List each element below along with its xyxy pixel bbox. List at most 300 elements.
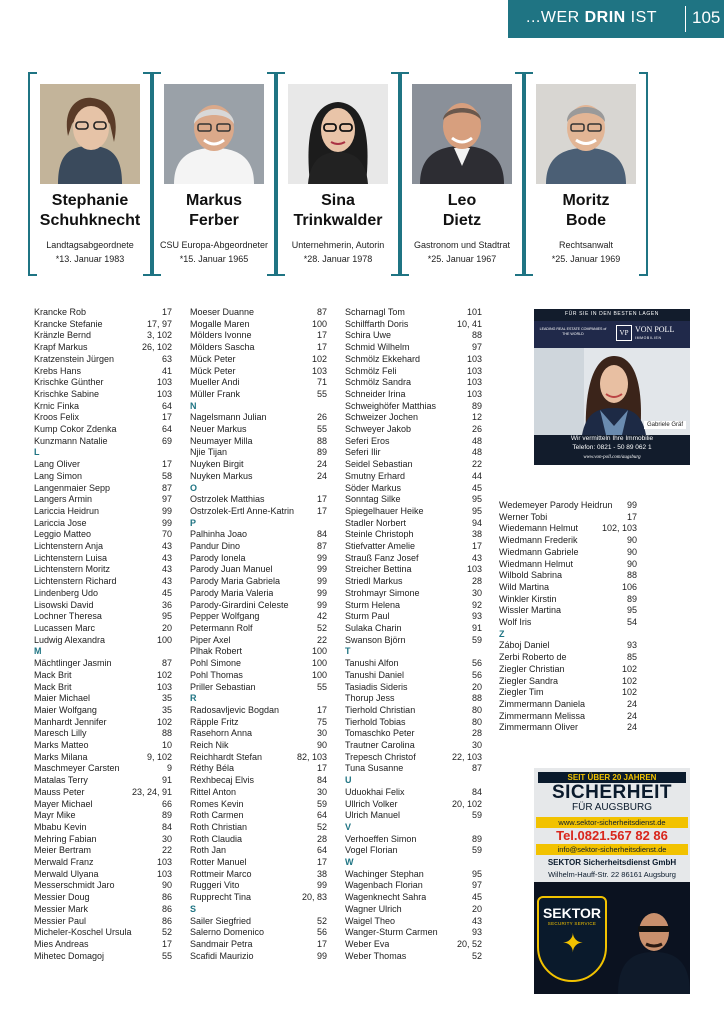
- entry-pages: 52: [316, 821, 327, 832]
- entry-pages: 17: [161, 459, 172, 470]
- entry-pages: 52: [161, 927, 172, 938]
- entry-pages: 22: [161, 845, 172, 856]
- entry-name: Lichtenstern Moritz: [34, 564, 111, 575]
- entry-pages: 20: [471, 903, 482, 914]
- index-entry: [34, 611, 172, 623]
- index-entry: [345, 389, 482, 401]
- entry-name: Krnic Finka: [34, 400, 80, 411]
- index-entry: [499, 570, 637, 582]
- index-entry: [190, 880, 327, 892]
- index-entry: [499, 547, 637, 559]
- index-entry: [345, 354, 482, 366]
- index-entry: [345, 682, 482, 694]
- portrait-photo: [536, 84, 636, 184]
- index-entry: [499, 535, 637, 547]
- entry-name: Rexhbecaj Elvis: [190, 775, 255, 786]
- entry-name: Sturm Paul: [345, 611, 390, 622]
- index-entry: [345, 670, 482, 682]
- index-entry: [345, 366, 482, 378]
- index-entry: [345, 483, 482, 495]
- entry-name: Lang Oliver: [34, 459, 81, 470]
- entry-pages: 103: [466, 365, 482, 376]
- entry-name: Weber Eva: [345, 938, 390, 949]
- entry-name: Krancke Rob: [34, 307, 87, 317]
- entry-pages: 43: [161, 576, 172, 587]
- ad-since-banner: SEIT ÜBER 20 JAHREN: [538, 772, 686, 783]
- index-letter-heading: R: [190, 693, 197, 704]
- entry-name: Ostrzolek Matthias: [190, 494, 265, 505]
- entry-name: Trautner Carolina: [345, 740, 415, 751]
- entry-pages: 17: [316, 342, 327, 353]
- index-entry: [34, 529, 172, 541]
- entry-pages: 55: [316, 424, 327, 435]
- entry-name: Roth Carmen: [190, 810, 244, 821]
- entry-pages: 87: [316, 307, 327, 317]
- entry-pages: 100: [311, 669, 327, 680]
- ad-address: Wilhelm-Hauff-Str. 22 86161 Augsburg: [548, 870, 676, 879]
- entry-pages: 43: [161, 541, 172, 552]
- entry-pages: 55: [316, 681, 327, 692]
- entry-pages: 12: [471, 412, 482, 423]
- index-entry: [190, 705, 327, 717]
- entry-pages: 70: [161, 529, 172, 540]
- entry-name: Uduokhai Felix: [345, 786, 405, 797]
- index-entry: [499, 605, 637, 617]
- entry-name: Roth Jan: [190, 845, 227, 856]
- entry-pages: 56: [316, 927, 327, 938]
- entry-name: Wedemeyer Parody Heidrun: [499, 500, 613, 510]
- entry-name: Wagenknecht Sahra: [345, 892, 427, 903]
- entry-name: Krebs Hans: [34, 365, 82, 376]
- entry-name: Scharnagl Tom: [345, 307, 405, 317]
- vonpoll-brand-sub: IMMOBILIEN: [635, 336, 662, 340]
- entry-pages: 17: [316, 857, 327, 868]
- entry-pages: 52: [316, 915, 327, 926]
- ad-url[interactable]: www.von-poll.com/augsburg: [583, 455, 641, 460]
- index-entry: [190, 459, 327, 471]
- entry-name: Streicher Bettina: [345, 564, 412, 575]
- entry-name: Striedl Markus: [345, 576, 403, 587]
- index-entry: [190, 541, 327, 553]
- name-index-column-2: [190, 307, 327, 962]
- entry-name: Schweyer Jakob: [345, 424, 412, 435]
- entry-name: Kroos Felix: [34, 412, 80, 423]
- entry-name: Maschmeyer Carsten: [34, 763, 120, 774]
- entry-name: Neuer Markus: [190, 424, 247, 435]
- entry-pages: 102: [156, 716, 172, 727]
- entry-pages: 80: [471, 704, 482, 715]
- entry-name: Krapf Markus: [34, 342, 88, 353]
- ad-website[interactable]: www.sektor-sicherheitsdienst.de: [536, 817, 688, 828]
- entry-pages: 20: [471, 681, 482, 692]
- title-prefix: ...WER: [526, 9, 585, 26]
- entry-pages: 99: [316, 950, 327, 961]
- index-entry: [34, 892, 172, 904]
- index-entry: [345, 927, 482, 939]
- index-entry: [190, 869, 327, 881]
- index-entry: [345, 564, 482, 576]
- entry-name: Werner Tobi: [499, 511, 548, 522]
- person-first-name: Stephanie: [51, 192, 129, 209]
- entry-name: Lochner Theresa: [34, 611, 102, 622]
- entry-name: Mück Peter: [190, 353, 236, 364]
- entry-pages: 88: [471, 330, 482, 341]
- entry-name: Záboj Daniel: [499, 640, 550, 651]
- entry-name: Roth Claudia: [190, 833, 243, 844]
- entry-name: Tanushi Daniel: [345, 669, 405, 680]
- entry-pages: 59: [471, 810, 482, 821]
- page-header: [508, 0, 724, 38]
- index-entry: [345, 600, 482, 612]
- entry-pages: 44: [471, 470, 482, 481]
- title-suffix: IST: [625, 9, 658, 26]
- person-first-name: Leo: [447, 192, 477, 209]
- entry-name: Messerschmidt Jaro: [34, 880, 115, 891]
- index-entry: [190, 529, 327, 541]
- index-entry: [34, 541, 172, 553]
- entry-pages: 99: [316, 564, 327, 575]
- entry-name: Ziegler Tim: [499, 687, 544, 698]
- entry-name: Smutny Erhard: [345, 470, 406, 481]
- entry-name: Kratzenstein Jürgen: [34, 353, 115, 364]
- entry-pages: 22: [471, 459, 482, 470]
- entry-name: Wiedmann Frederik: [499, 535, 578, 546]
- index-entry: [34, 951, 172, 963]
- index-entry: [345, 330, 482, 342]
- entry-pages: 87: [316, 541, 327, 552]
- entry-name: Lariccia Heidrun: [34, 505, 100, 516]
- entry-pages: 99: [161, 517, 172, 528]
- index-entry: [34, 483, 172, 495]
- entry-pages: 89: [626, 593, 637, 604]
- entry-pages: 102: [621, 675, 637, 686]
- entry-pages: 43: [161, 552, 172, 563]
- index-entry: [190, 740, 327, 752]
- entry-pages: 54: [626, 617, 637, 628]
- index-entry: [34, 799, 172, 811]
- entry-name: Pohl Simone: [190, 658, 242, 669]
- index-entry: [345, 658, 482, 670]
- vonpoll-real-estate-ad[interactable]: [534, 309, 690, 465]
- index-entry: [499, 640, 637, 652]
- entry-pages: 17: [316, 330, 327, 341]
- index-entry: [190, 646, 327, 658]
- index-entry: [34, 459, 172, 471]
- entry-pages: 55: [161, 950, 172, 961]
- index-entry: [34, 763, 172, 775]
- entry-name: Schweizer Jochen: [345, 412, 419, 423]
- index-entry: [190, 494, 327, 506]
- entry-pages: 84: [471, 786, 482, 797]
- sektor-badge: [537, 896, 607, 982]
- index-entry: [190, 307, 327, 319]
- entry-name: Kränzle Bernd: [34, 330, 92, 341]
- entry-name: Ziegler Christian: [499, 663, 565, 674]
- entry-pages: 52: [316, 622, 327, 633]
- entry-pages: 35: [161, 693, 172, 704]
- ad-logo-bar: [534, 321, 690, 348]
- entry-name: Marks Matteo: [34, 740, 89, 751]
- ad-headline: SICHERHEIT: [551, 782, 673, 803]
- entry-name: Mies Andreas: [34, 938, 89, 949]
- entry-name: Lisowski David: [34, 599, 94, 610]
- entry-name: Lindenberg Udo: [34, 587, 99, 598]
- index-letter-heading: O: [190, 482, 198, 493]
- index-entry: [34, 424, 172, 436]
- entry-pages: 100: [311, 646, 327, 657]
- index-entry: [345, 951, 482, 963]
- entry-pages: 103: [156, 857, 172, 868]
- entry-name: Strohmayr Simone: [345, 587, 420, 598]
- entry-name: Romes Kevin: [190, 798, 244, 809]
- index-entry: [34, 810, 172, 822]
- badge-title: SEKTOR: [542, 905, 602, 921]
- index-entry: [345, 518, 482, 530]
- person-role: Unternehmerin, Autorin: [291, 240, 385, 250]
- index-entry: [345, 799, 482, 811]
- index-entry: [34, 658, 172, 670]
- entry-pages: 20, 52: [456, 938, 482, 949]
- entry-name: Mauss Peter: [34, 786, 85, 797]
- entry-pages: 103: [466, 388, 482, 399]
- entry-pages: 100: [311, 658, 327, 669]
- index-letter-heading: W: [345, 857, 354, 868]
- entry-pages: 26: [316, 412, 327, 423]
- entry-pages: 99: [626, 500, 637, 510]
- index-entry: [499, 687, 637, 699]
- entry-pages: 100: [311, 318, 327, 329]
- entry-name: Krancke Stefanie: [34, 318, 103, 329]
- index-entry: [34, 366, 172, 378]
- entry-name: Reichhardt Stefan: [190, 751, 263, 762]
- index-entry: [345, 635, 482, 647]
- index-entry: [34, 342, 172, 354]
- entry-pages: 63: [161, 353, 172, 364]
- index-entry: [34, 635, 172, 647]
- entry-name: Strauß Fanz Josef: [345, 552, 419, 563]
- entry-name: Lichtenstern Luisa: [34, 552, 108, 563]
- index-letter-heading: N: [190, 400, 197, 411]
- entry-name: Messier Doug: [34, 892, 90, 903]
- portrait-photo: [288, 84, 388, 184]
- index-entry: [34, 471, 172, 483]
- index-entry: [34, 869, 172, 881]
- entry-pages: 24: [316, 459, 327, 470]
- entry-name: Spiegelhauer Heike: [345, 505, 424, 516]
- entry-name: Rotter Manuel: [190, 857, 247, 868]
- entry-pages: 30: [471, 587, 482, 598]
- entry-pages: 90: [316, 740, 327, 751]
- index-entry: [34, 939, 172, 951]
- entry-pages: 36: [161, 599, 172, 610]
- entry-pages: 102, 103: [601, 523, 637, 534]
- entry-name: Langers Armin: [34, 494, 93, 505]
- person-last-name: Dietz: [442, 212, 482, 229]
- entry-name: Ludwig Alexandra: [34, 634, 106, 645]
- entry-pages: 23, 24, 91: [131, 786, 172, 797]
- entry-name: Wilbold Sabrina: [499, 570, 563, 581]
- entry-pages: 64: [316, 810, 327, 821]
- entry-name: Plhak Robert: [190, 646, 243, 657]
- entry-name: Mölders Sascha: [190, 342, 255, 353]
- entry-pages: 30: [161, 833, 172, 844]
- person-card-bode: [530, 72, 642, 276]
- entry-pages: 26, 102: [141, 342, 172, 353]
- index-entry: [190, 588, 327, 600]
- person-first-name: Markus: [185, 192, 243, 209]
- entry-pages: 17: [161, 412, 172, 423]
- index-entry: [345, 869, 482, 881]
- entry-pages: 91: [161, 775, 172, 786]
- entry-name: Krischke Günther: [34, 377, 104, 388]
- entry-name: Tanushi Alfon: [345, 658, 399, 669]
- index-entry: [190, 471, 327, 483]
- index-entry: [190, 939, 327, 951]
- entry-pages: 103: [156, 681, 172, 692]
- entry-name: Tasiadis Sideris: [345, 681, 408, 692]
- entry-pages: 84: [316, 775, 327, 786]
- entry-pages: 88: [626, 570, 637, 581]
- index-entry: [345, 611, 482, 623]
- entry-pages: 41: [161, 365, 172, 376]
- index-entry: [499, 512, 637, 524]
- entry-pages: 87: [161, 658, 172, 669]
- entry-name: Parody-Girardini Celeste: [190, 599, 289, 610]
- entry-name: Réthy Béla: [190, 763, 235, 774]
- index-entry: [34, 330, 172, 342]
- entry-pages: 43: [471, 552, 482, 563]
- entry-name: Schneider Irina: [345, 388, 406, 399]
- entry-name: Tierhold Tobias: [345, 716, 406, 727]
- ad-email[interactable]: info@sektor-sicherheitsdienst.de: [536, 844, 688, 855]
- entry-pages: 28: [471, 576, 482, 587]
- entry-pages: 94: [471, 517, 482, 528]
- entry-pages: 88: [316, 435, 327, 446]
- entry-name: Salerno Domenico: [190, 927, 265, 938]
- index-entry: [34, 412, 172, 424]
- entry-pages: 102: [621, 687, 637, 698]
- index-entry: [34, 319, 172, 331]
- entry-name: Sonntag Silke: [345, 494, 401, 505]
- entry-name: Wissler Martina: [499, 605, 562, 616]
- entry-name: Maier Wolfgang: [34, 704, 97, 715]
- entry-name: Wiedmann Gabriele: [499, 546, 579, 557]
- entry-name: Manhardt Jennifer: [34, 716, 107, 727]
- index-entry: [190, 717, 327, 729]
- entry-name: Lucassen Marc: [34, 622, 96, 633]
- entry-name: Zerbi Roberto de: [499, 652, 567, 663]
- entry-pages: 64: [161, 400, 172, 411]
- portrait-photo: [412, 84, 512, 184]
- index-entry: [499, 523, 637, 535]
- index-entry: [499, 711, 637, 723]
- portrait-photo: [164, 84, 264, 184]
- entry-name: Schira Uwe: [345, 330, 392, 341]
- entry-pages: 45: [161, 587, 172, 598]
- entry-name: Lang Simon: [34, 470, 83, 481]
- index-entry: [34, 728, 172, 740]
- entry-pages: 43: [161, 564, 172, 575]
- index-entry: [190, 892, 327, 904]
- index-entry: [345, 459, 482, 471]
- entry-name: Mehring Fabian: [34, 833, 97, 844]
- entry-pages: 17: [316, 494, 327, 505]
- entry-name: Parody Juan Manuel: [190, 564, 273, 575]
- person-card-dietz: [406, 72, 518, 276]
- index-entry: [34, 377, 172, 389]
- person-birthdate: *13. Januar 1983: [55, 254, 125, 264]
- entry-name: Stadler Norbert: [345, 517, 407, 528]
- entry-pages: 95: [471, 868, 482, 879]
- index-letter-heading: S: [190, 903, 197, 914]
- entry-pages: 17: [161, 938, 172, 949]
- entry-name: Vogel Florian: [345, 845, 398, 856]
- entry-name: Maier Michael: [34, 693, 91, 704]
- entry-pages: 90: [626, 535, 637, 546]
- title-bold: DRIN: [584, 9, 626, 26]
- entry-name: Nagelsmann Julian: [190, 412, 267, 423]
- entry-pages: 20, 102: [451, 798, 482, 809]
- sektor-security-ad[interactable]: [534, 768, 690, 994]
- entry-pages: 103: [156, 868, 172, 879]
- entry-name: Schweighöfer Matthias: [345, 400, 437, 411]
- entry-pages: 102: [311, 353, 327, 364]
- entry-pages: 64: [161, 424, 172, 435]
- entry-name: Mbabu Kevin: [34, 821, 87, 832]
- entry-pages: 30: [316, 728, 327, 739]
- entry-name: Schmölz Sandra: [345, 377, 412, 388]
- entry-name: Wagenbach Florian: [345, 880, 423, 891]
- index-entry: [190, 810, 327, 822]
- entry-name: Parody Maria Gabriela: [190, 576, 281, 587]
- index-letter-heading: Z: [499, 628, 505, 639]
- index-entry: [190, 752, 327, 764]
- entry-pages: 42: [316, 611, 327, 622]
- entry-name: Neumayer Milla: [190, 435, 253, 446]
- index-entry: [345, 728, 482, 740]
- index-entry: [190, 447, 327, 459]
- index-entry: [34, 506, 172, 518]
- index-entry: [190, 506, 327, 518]
- person-birthdate: *15. Januar 1965: [179, 254, 249, 264]
- person-card-ferber: [158, 72, 270, 276]
- person-role: Gastronom und Stadtrat: [413, 240, 511, 250]
- entry-pages: 102: [621, 663, 637, 674]
- entry-pages: 93: [626, 640, 637, 651]
- index-entry: [190, 342, 327, 354]
- entry-pages: 48: [471, 435, 482, 446]
- entry-name: Schmölz Feli: [345, 365, 397, 376]
- entry-pages: 17: [316, 938, 327, 949]
- entry-pages: 84: [316, 529, 327, 540]
- entry-name: Wanger-Sturm Carmen: [345, 927, 438, 938]
- entry-pages: 35: [161, 704, 172, 715]
- index-entry: [190, 412, 327, 424]
- entry-name: Ruggeri Vito: [190, 880, 240, 891]
- index-entry: [499, 722, 637, 734]
- entry-pages: 86: [161, 915, 172, 926]
- entry-name: Pepper Wolfgang: [190, 611, 260, 622]
- index-entry: [345, 763, 482, 775]
- index-entry: [499, 582, 637, 594]
- entry-pages: 3, 102: [146, 330, 172, 341]
- entry-pages: 17: [471, 541, 482, 552]
- entry-pages: 22: [316, 634, 327, 645]
- entry-pages: 99: [161, 505, 172, 516]
- index-entry: [34, 576, 172, 588]
- entry-pages: 24: [626, 698, 637, 709]
- entry-pages: 99: [316, 587, 327, 598]
